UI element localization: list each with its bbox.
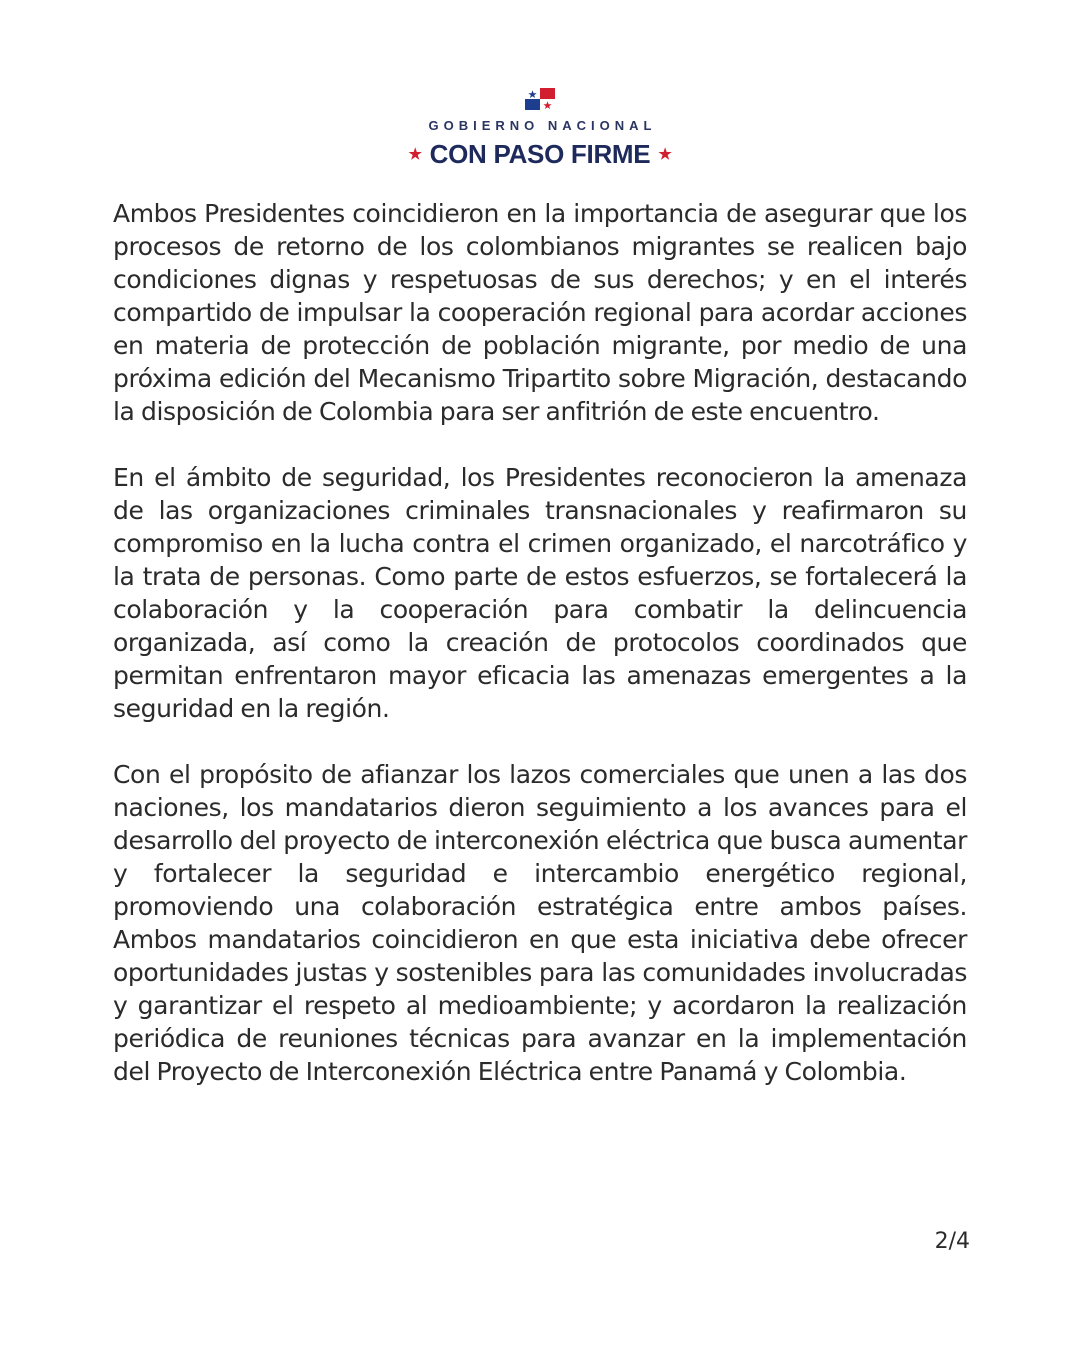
star-icon: ★ [658,146,672,163]
paragraph-energy: Con el propósito de afianzar los lazos comerciales que unen a las dos naciones, los mandatarios dieron seguimiento a los avances para el desarrollo del proyecto de interconexión eléctrica que busca aumentar y fortalecer la seguridad e intercambio energético regional, promoviendo una colaboración estratégica entre ambos países. Ambos mandatarios coincidieron en que esta iniciativa debe ofrecer oportunidades justas y sostenibles para las comunidades involucradas y garantizar el respeto al medioambiente; y acordaron la realización periódica de reuniones técnicas para avanzar en la implementación del Proyecto de Interconexión Eléctrica entre Panamá y Colombia. [113,760,967,1086]
page-number: 2/4 [934,1229,970,1254]
document-body [113,197,967,1121]
paragraph-migration: Ambos Presidentes coincidieron en la importancia de asegurar que los procesos de retorno de los colombianos migrantes se realicen bajo condiciones dignas y respetuosas de sus derechos; y en el interés compartido de impulsar la cooperación regional para acordar acciones en materia de protección de población migrante, por medio de una próxima edición del Mecanismo Tripartito sobre Migración, destacando la disposición de Colombia para ser anfitrión de este encuentro. [113,199,967,426]
panama-flag-icon [525,88,555,110]
motto [0,139,1080,170]
star-icon: ★ [408,146,422,163]
paragraph-security: En el ámbito de seguridad, los Presidentes reconocieron la amenaza de las organizaciones criminales transnacionales y reafirmaron su compromiso en la lucha contra el crimen organizado, el narcotráfico y la trata de personas. Como parte de estos esfuerzos, se fortalecerá la colaboración y la cooperación para combatir la delincuencia organizada, así como la creación de protocolos coordinados que permitan enfrentaron mayor eficacia las amenazas emergentes a la seguridad en la región. [113,463,967,723]
document-header [0,88,1080,170]
motto-text: CON PASO FIRME [429,139,651,169]
government-name: GOBIERNO NACIONAL [428,118,657,133]
